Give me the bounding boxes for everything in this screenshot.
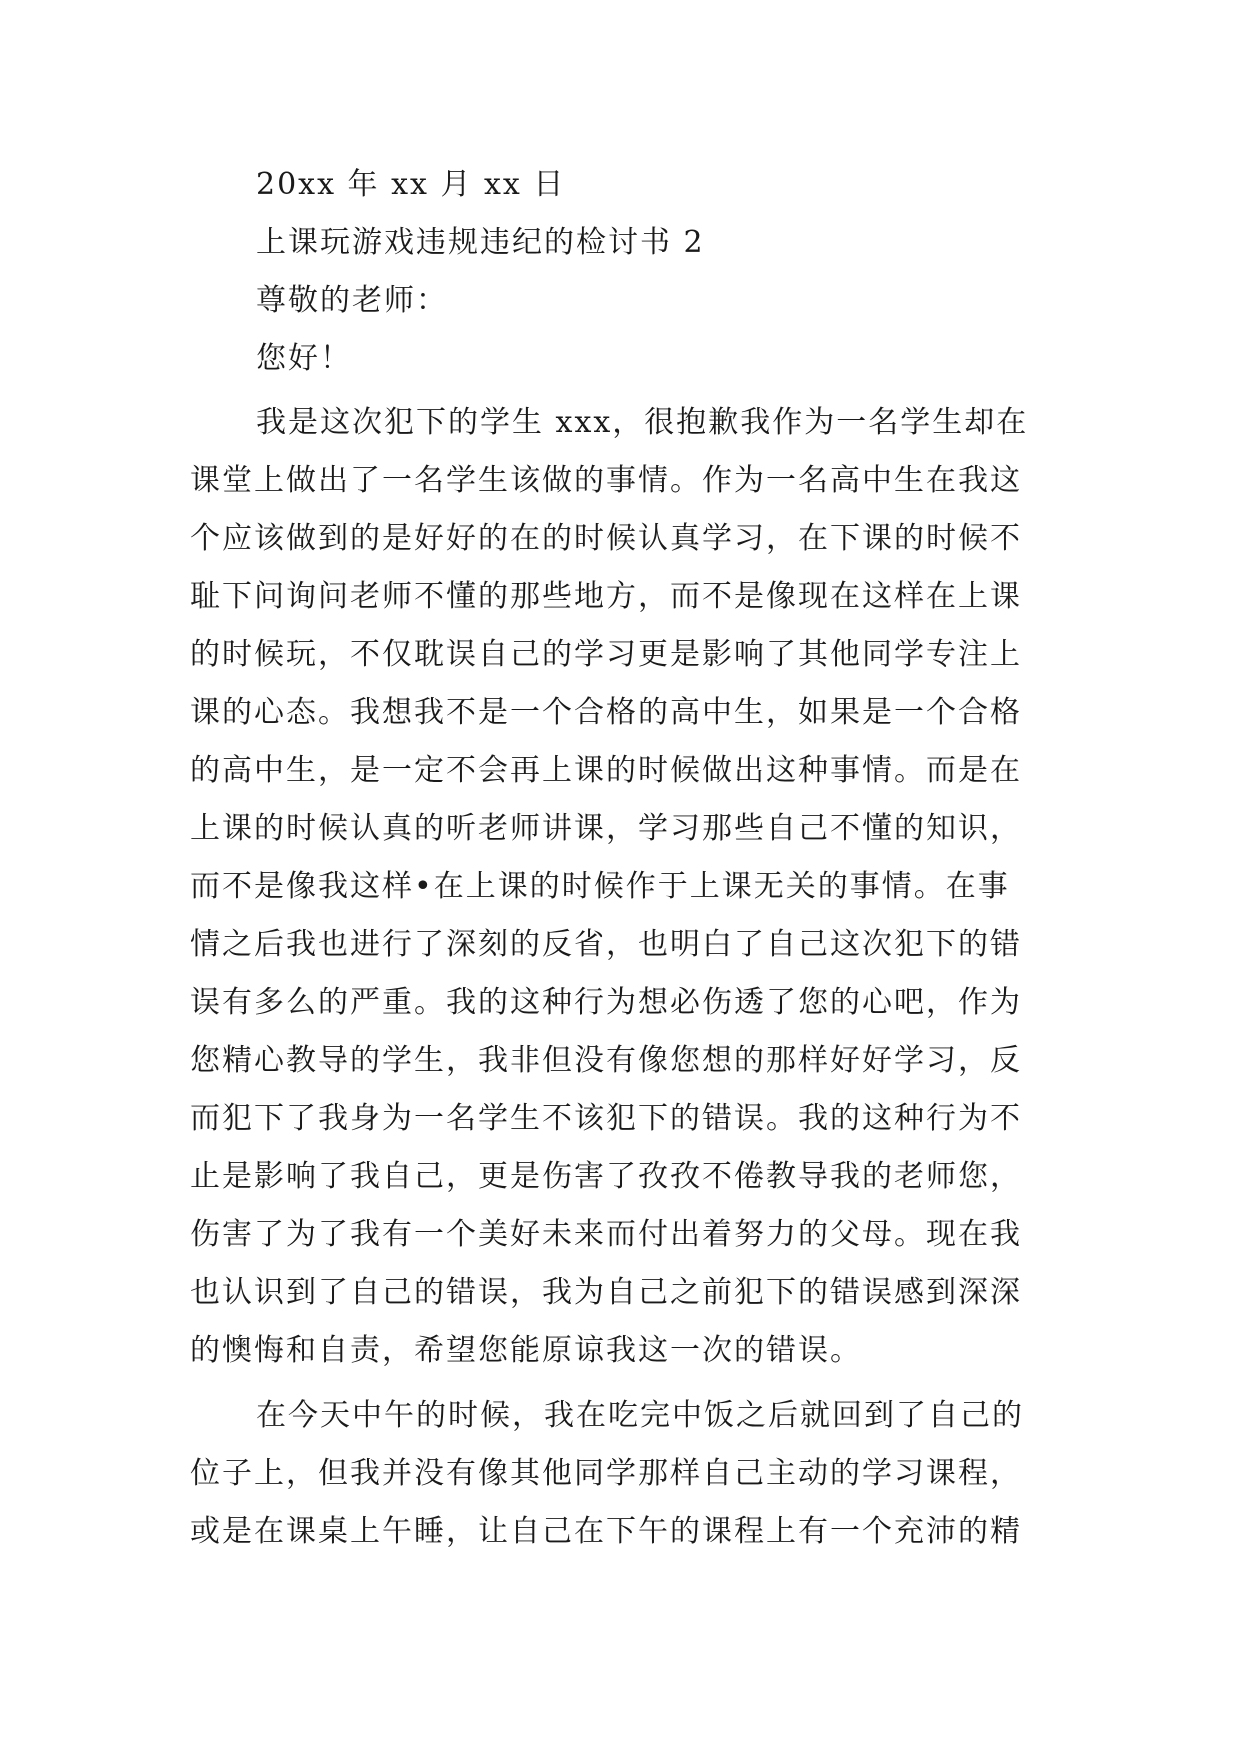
paragraph-line: 误有多么的严重。我的这种行为想必伤透了您的心吧，作为 bbox=[190, 985, 1022, 1020]
greeting-text: 您好！ bbox=[256, 341, 352, 376]
paragraph-line: 位子上，但我并没有像其他同学那样自己主动的学习课程， bbox=[190, 1456, 1022, 1491]
paragraph-line: 课堂上做出了一名学生该做的事情。作为一名高中生在我这 bbox=[190, 463, 1022, 498]
paragraph-line: 个应该做到的是好好的在的时候认真学习，在下课的时候不 bbox=[190, 521, 1022, 556]
salutation-text: 尊敬的老师： bbox=[256, 283, 448, 318]
paragraph-2 bbox=[190, 1387, 1050, 1561]
paragraph-line: 的高中生，是一定不会再上课的时候做出这种事情。而是在 bbox=[190, 753, 1022, 788]
paragraph-line: 我是这次犯下的学生 xxx，很抱歉我作为一名学生却在 bbox=[256, 405, 1029, 440]
paragraph-line: 耻下问询问老师不懂的那些地方，而不是像现在这样在上课 bbox=[190, 579, 1022, 614]
greeting bbox=[190, 330, 1116, 388]
paragraph-line: 在今天中午的时候，我在吃完中饭之后就回到了自己的 bbox=[256, 1398, 1024, 1433]
paragraph-line: 而不是像我这样•在上课的时候作于上课无关的事情。在事 bbox=[190, 869, 1010, 904]
paragraph-line: 课的心态。我想我不是一个合格的高中生，如果是一个合格 bbox=[190, 695, 1022, 730]
paragraph-line: 的时候玩，不仅耽误自己的学习更是影响了其他同学专注上 bbox=[190, 637, 1022, 672]
paragraph-line: 也认识到了自己的错误，我为自己之前犯下的错误感到深深 bbox=[190, 1275, 1022, 1310]
date-line bbox=[190, 156, 1116, 214]
paragraph-line: 或是在课桌上午睡，让自己在下午的课程上有一个充沛的精 bbox=[190, 1514, 1022, 1549]
document-title bbox=[190, 214, 1116, 272]
date-text: 20xx 年 xx 月 xx 日 bbox=[256, 167, 566, 202]
title-text: 上课玩游戏违规违纪的检讨书 2 bbox=[256, 225, 705, 260]
paragraph-line: 止是影响了我自己，更是伤害了孜孜不倦教导我的老师您， bbox=[190, 1159, 1022, 1194]
paragraph-line: 伤害了为了我有一个美好未来而付出着努力的父母。现在我 bbox=[190, 1217, 1022, 1252]
paragraph-line: 情之后我也进行了深刻的反省，也明白了自己这次犯下的错 bbox=[190, 927, 1022, 962]
paragraph-line: 您精心教导的学生，我非但没有像您想的那样好好学习，反 bbox=[190, 1043, 1022, 1078]
paragraph-line: 而犯下了我身为一名学生不该犯下的错误。我的这种行为不 bbox=[190, 1101, 1022, 1136]
salutation bbox=[190, 272, 1116, 330]
paragraph-1 bbox=[190, 394, 1050, 1380]
paragraph-line: 上课的时候认真的听老师讲课，学习那些自己不懂的知识， bbox=[190, 811, 1022, 846]
paragraph-line: 的懊悔和自责，希望您能原谅我这一次的错误。 bbox=[190, 1333, 862, 1368]
